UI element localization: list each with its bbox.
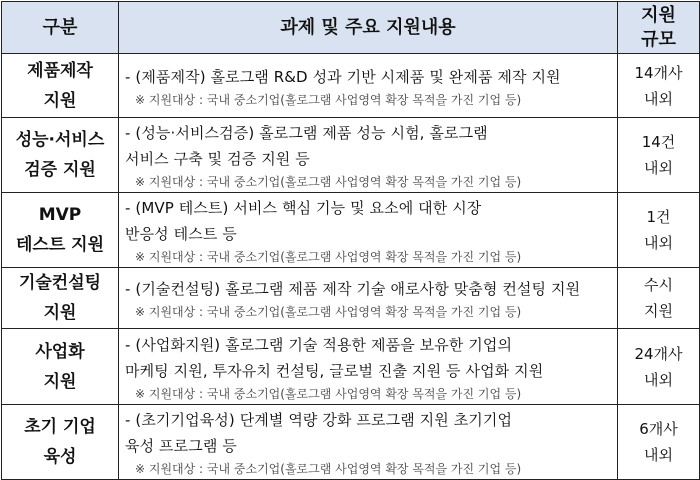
category-line: 지원 [43, 303, 77, 323]
scale-cell [618, 118, 700, 193]
category-cell [2, 118, 119, 193]
content-line: - (사업화지원) 홀로그램 기술 적용한 제품을 보유한 기업의 [125, 335, 513, 354]
scale-cell [618, 268, 700, 329]
category-line: 초기 기업 [24, 417, 96, 437]
header-scale-line2: 규모 [641, 28, 676, 50]
category-line: 사업화 [35, 341, 85, 362]
category-cell [2, 329, 119, 405]
scale-line: 내외 [644, 370, 673, 389]
category-line: 테스트 지원 [15, 235, 105, 255]
target-note: ※ 지원대상 : 국내 중소기업(홀로그램 사업영역 확장 목적을 가진 기업 등) [135, 92, 522, 107]
content-line: - (MVP 테스트) 서비스 핵심 기능 및 요소에 대한 시장 [125, 199, 482, 217]
content-line: 마케팅 지원, 투자유치 컨설팅, 글로벌 진출 지원 등 사업화 지원 [125, 361, 544, 380]
content-line: 반응성 테스트 등 [125, 225, 237, 243]
scale-line: 내외 [644, 89, 673, 108]
target-note: ※ 지원대상 : 국내 중소기업(홀로그램 사업영역 확장 목적을 가진 기업 등) [135, 386, 522, 401]
table-row [2, 193, 700, 268]
target-note: ※ 지원대상 : 국내 중소기업(홀로그램 사업영역 확장 목적을 가진 기업 등) [135, 462, 522, 476]
category-line: 검증 지원 [24, 160, 96, 180]
scale-line: 내외 [644, 234, 673, 252]
category-line: 제품제작 [27, 60, 93, 81]
scale-line: 수시 [644, 276, 673, 294]
scale-cell [618, 329, 700, 405]
header-row [2, 2, 700, 54]
scale-line: 내외 [644, 446, 673, 464]
scale-line: 내외 [644, 159, 673, 177]
header-category: 구분 [2, 2, 119, 54]
category-line: 지원 [43, 371, 77, 392]
scale-line: 24개사 [634, 344, 683, 363]
target-note: ※ 지원대상 : 국내 중소기업(홀로그램 사업영역 확장 목적을 가진 기업 등) [135, 305, 522, 319]
category-line: 기술컨설팅 [18, 273, 102, 293]
category-line: 성능·서비스 [15, 130, 105, 150]
content-cell [119, 118, 618, 193]
header-scale [618, 2, 700, 54]
scale-line: 1건 [646, 208, 671, 226]
scale-line: 14개사 [634, 63, 683, 82]
content-line: 서비스 구축 및 검증 지원 등 [125, 150, 310, 168]
table-row [2, 329, 700, 405]
scale-line: 지원 [644, 302, 673, 320]
category-cell [2, 54, 119, 118]
content-line: - (성능·서비스검증) 홀로그램 제품 성능 시험, 홀로그램 [125, 124, 488, 142]
scale-cell [618, 405, 700, 480]
table-row [2, 405, 700, 480]
scale-line: 14건 [641, 133, 676, 151]
category-cell [2, 405, 119, 480]
category-line: MVP [38, 205, 82, 225]
content-line: - (제품제작) 홀로그램 R&D 성과 기반 시제품 및 완제품 제작 지원 [125, 67, 561, 86]
category-cell [2, 193, 119, 268]
content-line: - (초기기업육성) 단계별 역량 강화 프로그램 지원 초기기업 [125, 411, 513, 429]
target-note: ※ 지원대상 : 국내 중소기업(홀로그램 사업영역 확장 목적을 가진 기업 등) [135, 175, 522, 189]
content-cell [119, 268, 618, 329]
header-content: 과제 및 주요 지원내용 [119, 2, 618, 54]
content-cell [119, 405, 618, 480]
scale-cell [618, 193, 700, 268]
support-program-table [1, 1, 700, 480]
table-row [2, 118, 700, 193]
content-cell [119, 329, 618, 405]
scale-line: 6개사 [639, 420, 678, 438]
content-line: - (기술컨설팅) 홀로그램 제품 제작 기술 애로사항 맞춤형 컨설팅 지원 [125, 280, 581, 298]
content-line: 육성 프로그램 등 [125, 437, 237, 455]
header-scale-line1: 지원 [641, 4, 676, 26]
content-cell [119, 54, 618, 118]
content-cell [119, 193, 618, 268]
table-row [2, 268, 700, 329]
category-line: 지원 [43, 90, 77, 111]
scale-cell [618, 54, 700, 118]
category-line: 육성 [43, 447, 77, 467]
target-note: ※ 지원대상 : 국내 중소기업(홀로그램 사업영역 확장 목적을 가진 기업 등) [135, 250, 522, 264]
table-row [2, 54, 700, 118]
category-cell [2, 268, 119, 329]
